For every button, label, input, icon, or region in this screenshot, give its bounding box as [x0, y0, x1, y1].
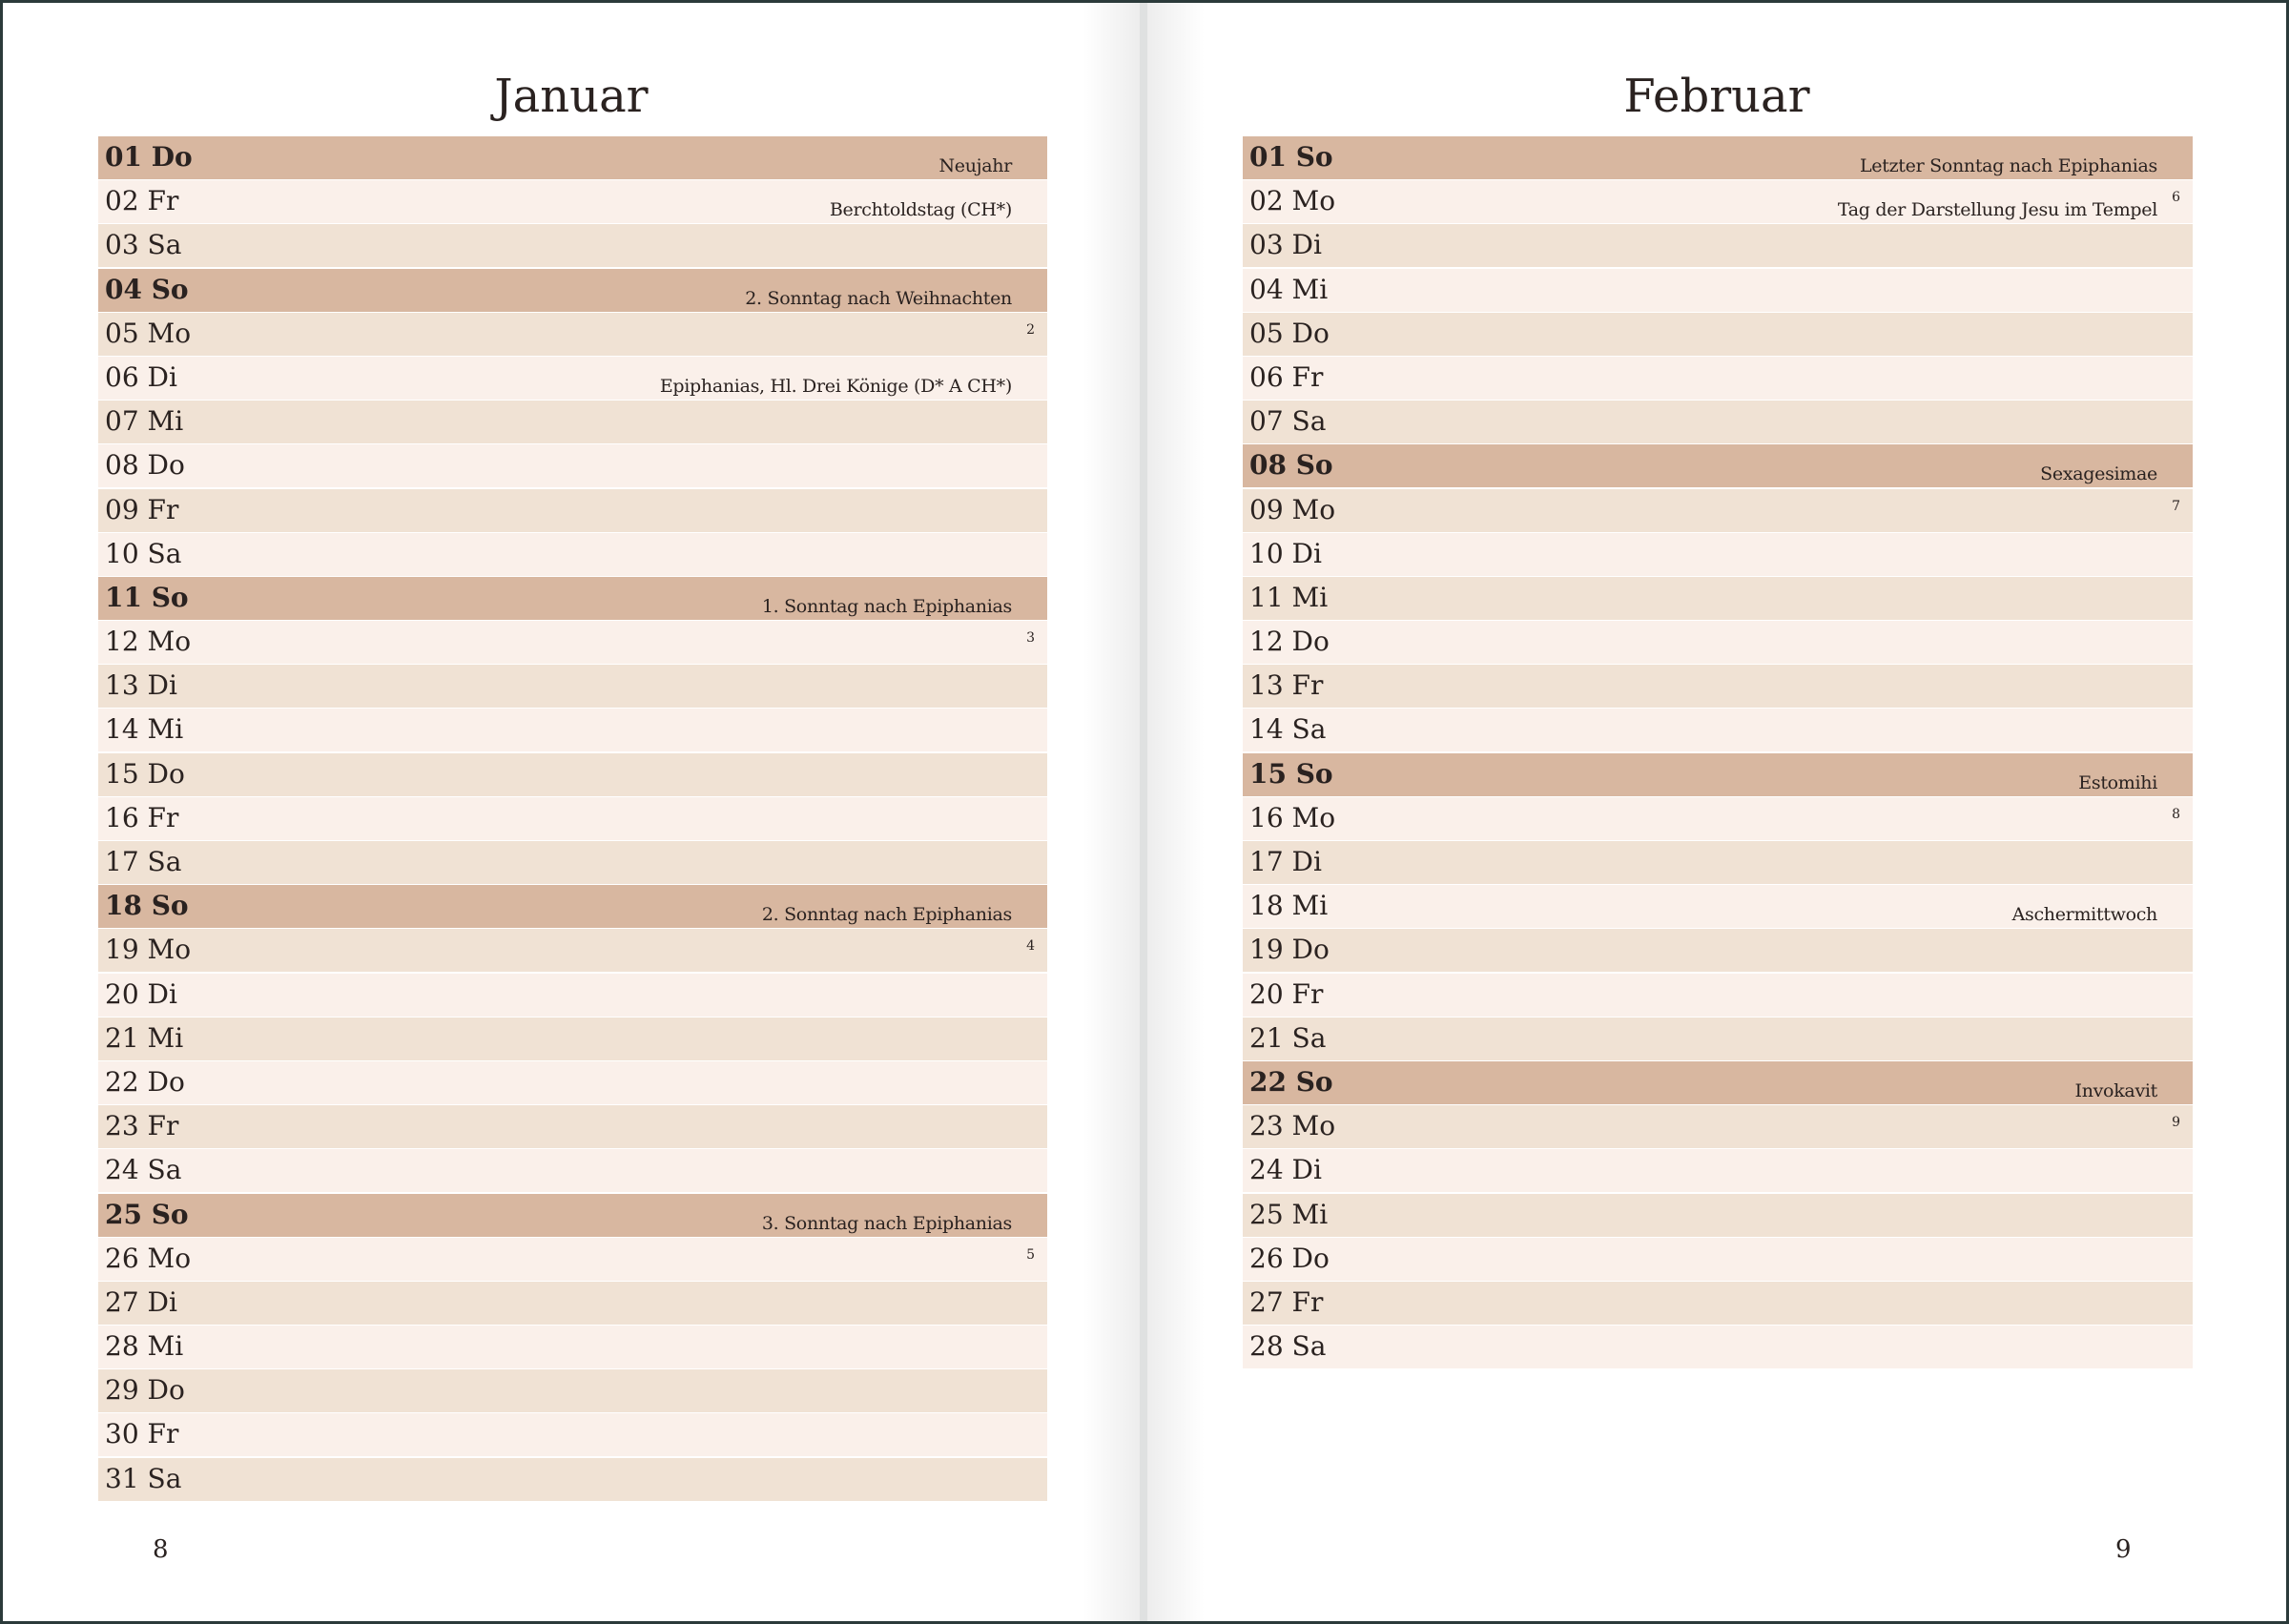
day-row: [98, 841, 1047, 884]
day-row: [1243, 709, 2193, 751]
day-label: 13 Fr: [1249, 669, 1324, 702]
page-shadow: [1083, 3, 1140, 1621]
day-row: [98, 1369, 1047, 1412]
day-label: 02 Mo: [1249, 185, 1336, 217]
holiday-label: Aschermittwoch: [2011, 904, 2157, 926]
day-row: [1243, 577, 2193, 620]
day-row: [98, 444, 1047, 487]
day-label: 16 Fr: [105, 801, 179, 833]
day-label: 12 Do: [1249, 626, 1330, 658]
day-row: [98, 1149, 1047, 1192]
day-label: 01 So: [1249, 141, 1333, 173]
day-row: [98, 357, 1047, 400]
week-number: 6: [2172, 190, 2180, 206]
day-label: 30 Fr: [105, 1418, 179, 1450]
day-label: 14 Mi: [105, 713, 184, 746]
day-label: 23 Mo: [1249, 1110, 1336, 1142]
day-row: [98, 136, 1047, 179]
day-row: [98, 180, 1047, 223]
day-label: 07 Sa: [1249, 405, 1327, 438]
day-label: 08 Do: [105, 449, 185, 482]
day-row: [1243, 885, 2193, 928]
day-row: [98, 1018, 1047, 1060]
day-label: 28 Mi: [105, 1330, 184, 1363]
day-label: 07 Mi: [105, 405, 184, 438]
month-title: Januar: [494, 70, 649, 123]
holiday-label: Letzter Sonntag nach Epiphanias: [1859, 155, 2157, 176]
day-label: 12 Mo: [105, 626, 192, 658]
day-row: [1243, 180, 2193, 223]
day-row: [98, 401, 1047, 443]
day-label: 10 Sa: [105, 537, 182, 569]
day-row: [1243, 444, 2193, 487]
day-label: 26 Do: [1249, 1242, 1330, 1274]
day-label: 25 Mi: [1249, 1198, 1329, 1230]
day-row: [98, 1413, 1047, 1456]
day-label: 19 Mo: [105, 934, 192, 966]
day-label: 31 Sa: [105, 1462, 182, 1494]
day-row: [1243, 929, 2193, 972]
day-row: [98, 533, 1047, 576]
day-table: [98, 136, 1047, 1502]
week-number: 4: [1026, 938, 1035, 955]
day-row: [98, 313, 1047, 356]
week-number: 9: [2172, 1115, 2180, 1131]
holiday-label: 3. Sonntag nach Epiphanias: [761, 1212, 1012, 1234]
day-row: [98, 1194, 1047, 1237]
holiday-label: 1. Sonntag nach Epiphanias: [761, 595, 1012, 617]
day-label: 28 Sa: [1249, 1330, 1327, 1363]
week-number: 7: [2172, 498, 2180, 514]
day-label: 24 Sa: [105, 1154, 182, 1186]
day-row: [1243, 224, 2193, 267]
day-row: [98, 1458, 1047, 1501]
day-label: 18 So: [105, 890, 189, 922]
day-row: [98, 974, 1047, 1017]
day-row: [98, 797, 1047, 840]
day-row: [1243, 797, 2193, 840]
day-label: 15 Do: [105, 757, 185, 790]
day-table: [1243, 136, 2193, 1369]
day-row: [98, 577, 1047, 620]
day-label: 24 Di: [1249, 1154, 1322, 1186]
week-number: 2: [1026, 321, 1035, 338]
day-label: 17 Sa: [105, 846, 182, 877]
week-number: 8: [2172, 806, 2180, 822]
day-label: 04 So: [105, 273, 189, 305]
book-gutter: [1140, 3, 1147, 1621]
day-label: 13 Di: [105, 669, 177, 702]
day-row: [98, 753, 1047, 796]
day-label: 16 Mo: [1249, 801, 1336, 833]
holiday-label: 2. Sonntag nach Weihnachten: [745, 287, 1012, 309]
week-number: 3: [1026, 630, 1035, 647]
day-row: [1243, 1105, 2193, 1148]
holiday-label: Tag der Darstellung Jesu im Tempel: [1837, 199, 2157, 221]
day-row: [1243, 1282, 2193, 1325]
day-label: 18 Mi: [1249, 890, 1329, 922]
day-label: 11 Mi: [1249, 581, 1329, 613]
day-row: [1243, 1061, 2193, 1104]
day-row: [1243, 753, 2193, 796]
day-label: 06 Di: [105, 360, 177, 393]
day-label: 27 Fr: [1249, 1285, 1324, 1318]
day-label: 09 Fr: [105, 493, 179, 525]
day-row: [1243, 269, 2193, 312]
day-row: [1243, 1326, 2193, 1368]
day-row: [98, 929, 1047, 972]
day-row: [1243, 1194, 2193, 1237]
day-label: 11 So: [105, 581, 189, 613]
day-label: 02 Fr: [105, 185, 179, 217]
day-label: 05 Do: [1249, 317, 1330, 349]
day-row: [1243, 621, 2193, 664]
holiday-label: Epiphanias, Hl. Drei Könige (D* A CH*): [659, 375, 1012, 397]
page-right: [1147, 3, 2286, 1621]
day-label: 20 Fr: [1249, 977, 1324, 1010]
day-row: [1243, 665, 2193, 708]
day-label: 15 So: [1249, 757, 1333, 790]
day-label: 19 Do: [1249, 934, 1330, 966]
day-label: 22 So: [1249, 1065, 1333, 1098]
page-number: 9: [2115, 1535, 2132, 1564]
day-row: [1243, 489, 2193, 532]
day-label: 25 So: [105, 1198, 189, 1230]
day-row: [98, 1282, 1047, 1325]
day-label: 03 Di: [1249, 229, 1322, 261]
holiday-label: Neujahr: [938, 155, 1012, 176]
day-row: [98, 709, 1047, 751]
holiday-label: Invokavit: [2074, 1079, 2157, 1101]
day-label: 21 Sa: [1249, 1021, 1327, 1054]
day-label: 06 Fr: [1249, 360, 1324, 393]
day-label: 04 Mi: [1249, 273, 1329, 305]
holiday-label: 2. Sonntag nach Epiphanias: [761, 904, 1012, 926]
day-row: [98, 1326, 1047, 1368]
day-label: 26 Mo: [105, 1242, 192, 1274]
day-label: 01 Do: [105, 141, 193, 173]
day-label: 23 Fr: [105, 1110, 179, 1142]
day-row: [1243, 136, 2193, 179]
holiday-label: Estomihi: [2078, 771, 2157, 793]
day-row: [98, 621, 1047, 664]
day-row: [1243, 841, 2193, 884]
month-title: Februar: [1623, 70, 1810, 123]
day-label: 09 Mo: [1249, 493, 1336, 525]
holiday-label: Berchtoldstag (CH*): [829, 199, 1012, 221]
week-number: 5: [1026, 1246, 1035, 1263]
day-label: 29 Do: [105, 1374, 185, 1407]
day-row: [1243, 357, 2193, 400]
day-row: [1243, 1149, 2193, 1192]
day-label: 27 Di: [105, 1285, 177, 1318]
day-row: [1243, 1018, 2193, 1060]
page-left: [3, 3, 1140, 1621]
day-row: [1243, 401, 2193, 443]
day-label: 03 Sa: [105, 229, 182, 261]
day-label: 21 Mi: [105, 1021, 184, 1054]
day-label: 20 Di: [105, 977, 177, 1010]
page-shadow: [1147, 3, 1205, 1621]
day-label: 17 Di: [1249, 846, 1322, 877]
day-label: 10 Di: [1249, 537, 1322, 569]
day-row: [98, 224, 1047, 267]
day-label: 22 Do: [105, 1065, 185, 1098]
day-row: [98, 489, 1047, 532]
day-row: [98, 665, 1047, 708]
day-label: 05 Mo: [105, 317, 192, 349]
day-row: [1243, 533, 2193, 576]
day-row: [1243, 1238, 2193, 1281]
day-row: [98, 885, 1047, 928]
day-row: [1243, 313, 2193, 356]
day-row: [98, 1238, 1047, 1281]
page-number: 8: [153, 1535, 169, 1564]
day-row: [98, 269, 1047, 312]
day-row: [98, 1061, 1047, 1104]
holiday-label: Sexagesimae: [2040, 463, 2157, 485]
day-label: 14 Sa: [1249, 713, 1327, 746]
day-label: 08 So: [1249, 449, 1333, 482]
day-row: [98, 1105, 1047, 1148]
day-row: [1243, 974, 2193, 1017]
